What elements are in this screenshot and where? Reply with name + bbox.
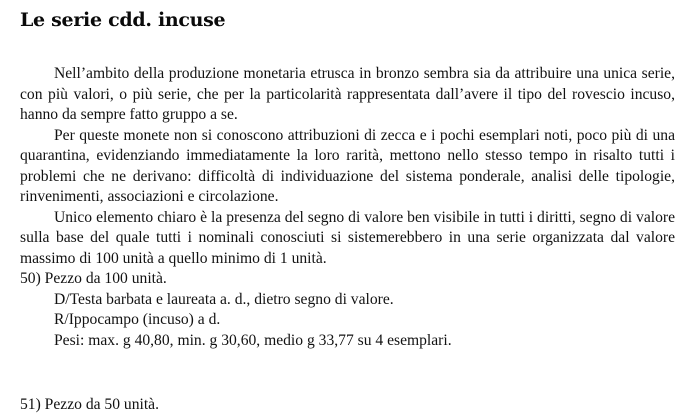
paragraph-attributions: Per queste monete non si conoscono attribuzioni di zecca e i pochi esemplari noti, poco più di una quarantina, evidenziando immediatamente la loro rarità, mettono nello stesso tempo in risalto tutti i problemi che ne derivano: difficoltà di individuazione del sistema ponderale, analisi delle tipologie, rinvenimenti, associazioni e circolazione. (20, 126, 675, 205)
body-text (20, 64, 675, 351)
catalog-reverse: R/Ippocampo (incuso) a d. (54, 311, 221, 328)
catalog-item-label: 50) Pezzo da 100 unità. (20, 270, 167, 287)
section-title: Le serie cdd. incuse (20, 9, 226, 31)
paragraph-value-sign: Unico elemento chiaro è la presenza del segno di valore ben visibile in tutti i diritti, segno di valore sulla base del quale tutti i nominali conosciuti si sistemerebbero in una serie organizzata dal valore massimo di 100 unità a quello minimo di 1 unità. (20, 208, 675, 267)
catalog-next-item-cutoff: 51) Pezzo da 50 unità. (20, 396, 160, 413)
paragraph-intro: Nell’ambito della produzione monetaria etrusca in bronzo sembra sia da attribuire una unica serie, con più valori, o più serie, che per la particolarità rappresentata dall’avere il tipo del rovescio incuso, hanno da sempre fatto gruppo a se. (20, 65, 675, 123)
catalog-obverse: D/Testa barbata e laureata a. d., dietro segno di valore. (54, 290, 394, 308)
catalog-weights: Pesi: max. g 40,80, min. g 30,60, medio g 33,77 su 4 esemplari. (54, 331, 452, 349)
